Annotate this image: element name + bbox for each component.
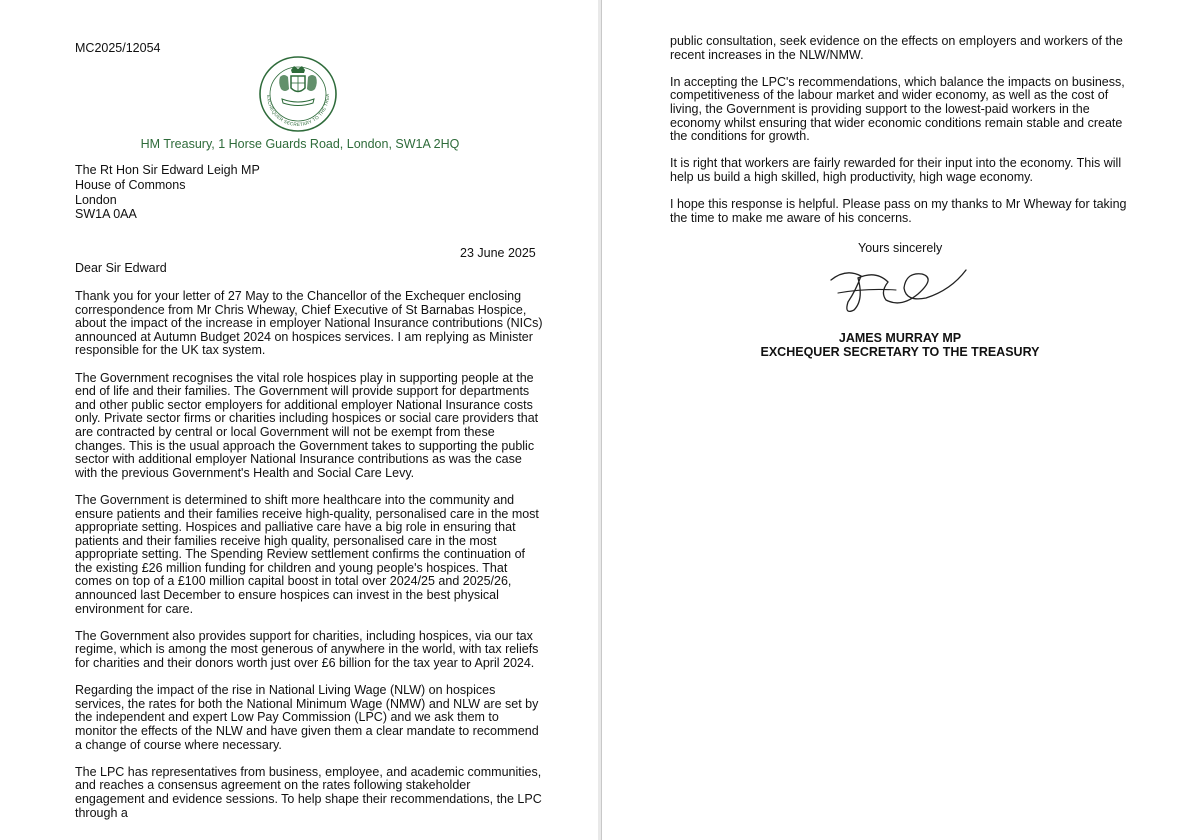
paragraph: The Government is determined to shift more healthcare into the community and ensure patients and their families receive high-quality, personalised care in the most appropriate setting. Hospices and palliative care have a big role in ensuring that patients and their families receive high quality, personalised care in the most appropriate setting. The Spending Review settlement confirms the continuation of the existing £26 million funding for children and young people's hospices. That comes on top of a £100 million capital boost in total over 2024/25 and 2025/26, announced last December to ensure hospices can invest in the best physical environment for care. (75, 492, 539, 616)
salutation: Dear Sir Edward (75, 261, 167, 275)
letter-body-page-2 (670, 35, 1142, 239)
recipient-line-2: London (75, 192, 117, 207)
signature-icon (826, 260, 971, 320)
paragraph: The Government also provides support for charities, including hospices, via our tax regime, which is among the most generous of anywhere in the world, with tax reliefs for charities and their donors worth just over £6 billion for the tax year to April 2024. (75, 628, 539, 671)
paragraph: In accepting the LPC's recommendations, which balance the impacts on business, competitiveness of the labour market and wider economy, as well as the cost of living, the Government is providing support to the lowest-paid workers in the economy whilst ensuring that wider economic conditions remain stable and create the conditions for growth. (670, 74, 1125, 144)
signatory-title: EXCHEQUER SECRETARY TO THE TREASURY (760, 345, 1040, 359)
paragraph: The Government recognises the vital role hospices play in supporting people at the end of life and their families. The Government will provide support for departments and other public sector employers for additional employer National Insurance costs only. Private sector firms or charities including hospices or social care providers that are contracted by central or local Government will not be exempt from these changes. This is the usual approach the Government takes to supporting the public sector with additional employer National Insurance contributions as was the case with the previous Government's Health and Social Care Levy. (75, 370, 539, 480)
letter-body-page-1 (75, 290, 543, 834)
letter-date: 23 June 2025 (460, 246, 536, 260)
signoff: Yours sincerely (858, 241, 943, 255)
paragraph: The LPC has representatives from business, employee, and academic communities, and reaches a consensus agreement on the rates following stakeholder engagement and evidence sessions. To help shape their recommendations, the LPC through a (75, 764, 542, 820)
recipient-name: The Rt Hon Sir Edward Leigh MP (75, 163, 260, 177)
paragraph: It is right that workers are fairly rewarded for their input into the economy. This will help us build a high skilled, high productivity, high wage economy. (670, 156, 1122, 184)
royal-crest-icon (258, 55, 338, 133)
reference-number: MC2025/12054 (75, 41, 161, 55)
crest-seal-text: EXCHEQUER SECRETARY TO THE TREA (265, 93, 331, 128)
recipient-postcode: SW1A 0AA (75, 207, 137, 222)
signatory-block (600, 331, 1200, 359)
paragraph: public consultation, seek evidence on the effects on employers and workers of the recent increases in the NLW/NMW. (670, 34, 1123, 62)
signatory-name: JAMES MURRAY MP (838, 331, 962, 345)
paragraph: Regarding the impact of the rise in National Living Wage (NLW) on hospices services, the rates for both the National Minimum Wage (NMW) and NLW are set by the independent and expert Low Pay Commission (LPC) and we ask them to monitor the effects of the NLW and have given them a clear mandate to recommend a change of course where necessary. (75, 683, 539, 752)
office-address: HM Treasury, 1 Horse Guards Road, London, SW1A 2HQ (140, 137, 460, 151)
recipient-address (75, 163, 260, 222)
recipient-line-1: House of Commons (75, 177, 186, 192)
paragraph: I hope this response is helpful. Please pass on my thanks to Mr Wheway for taking the time to make me aware of his concerns. (670, 197, 1127, 225)
paragraph: Thank you for your letter of 27 May to the Chancellor of the Exchequer enclosing correspondence from Mr Chris Wheway, Chief Executive of St Barnabas Hospice, about the impact of the increase in employer National Insurance contributions (NICs) announced at Autumn Budget 2024 on hospices services. I am replying as Minister responsible for the UK tax system. (75, 289, 543, 358)
